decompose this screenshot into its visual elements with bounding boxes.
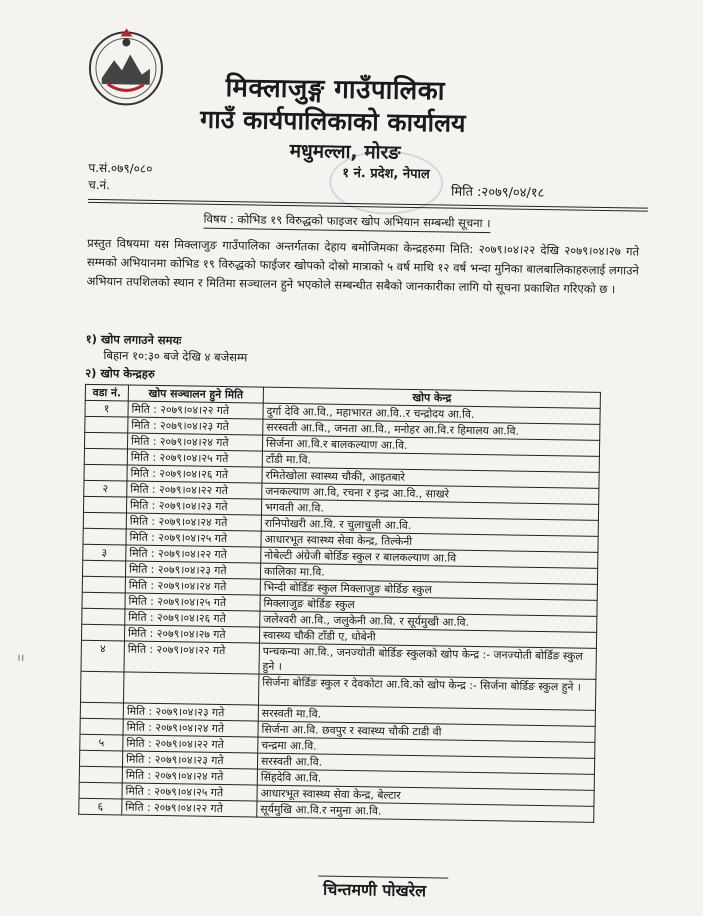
cell-center: पन्चकन्या आ.वि., जनज्योती बोर्डिङ स्कुलको खोप केन्द्र :- जनज्योती बोर्डिङ स्कुल हुने । (259, 643, 596, 679)
cell-center: सिंहदेवि आ.वि. (257, 769, 594, 790)
cell-date: मिति : २०७९।०४।२६ गते (127, 465, 262, 483)
cell-center: कालिका मा.वि. (260, 563, 597, 584)
cell-ward (80, 718, 123, 735)
cell-ward (81, 671, 124, 703)
cell-date: मिति : २०७९।०४।२३ गते (126, 497, 261, 515)
section-time-text: बिहान १०:३० बजे देखि ४ बजेसम्म (103, 348, 248, 365)
dispatch-number: च.नं. (88, 177, 111, 193)
cell-date: मिति : २०७९।०४।२३ गते (122, 751, 257, 769)
cell-center: भिन्दी बोर्डिङ स्कुल मिक्लाजुङ बोर्डिङ स्कुल (260, 579, 597, 600)
cell-ward: ६ (79, 798, 122, 815)
cell-date: मिति : २०७९।०४।२४ गते (123, 719, 258, 737)
cell-date: मिति : २०७९।०४।२७ गते (124, 625, 259, 643)
cell-date: मिति : २०७९।०४।२४ गते (125, 577, 260, 595)
office-province: १ नं. प्रदेश, नेपाल (342, 165, 430, 183)
cell-center: सिर्जना बोर्डिङ स्कुल र देवकोटा आ.वि.को खोप केन्द्र :- सिर्जना बोर्डिङ स्कुल हुने । (258, 674, 595, 710)
cell-ward (85, 416, 128, 433)
header-center: खोप केन्द्र (263, 387, 600, 408)
cell-center: रानिपोखरी आ.वि. र चुलाचुली आ.वि. (261, 515, 598, 536)
cell-ward (80, 702, 123, 719)
cell-date: मिति : २०७९।०४।२५ गते (125, 593, 260, 611)
cell-ward (83, 512, 126, 529)
office-location: मधुमल्ला, मोरङ (289, 140, 401, 164)
header-date: खोप सञ्चालन हुने मिति (128, 385, 263, 403)
cell-date: मिति : २०७९।०४।२२ गते (122, 799, 257, 817)
cell-center: आधारभूत स्वास्थ्य सेवा केन्द्र, तिल्केनी (261, 531, 598, 552)
margin-mark: ।। (16, 652, 25, 664)
cell-center: नोबेल्टी अंग्रेजी बोर्डिङ स्कुल र बालकल्याण आ.वि (261, 547, 598, 568)
office-name: मिक्लाजुङ्ग गाउँपालिका (225, 73, 446, 107)
cell-ward: ५ (80, 734, 123, 751)
cell-ward (84, 464, 127, 481)
cell-center: सिर्जना आ.वि. छवपुर र स्वास्थ्य चौकी टाडी वी (258, 721, 595, 742)
vaccination-schedule-table (78, 384, 601, 823)
cell-center: रमितेखोला स्वास्थ्य चौकी, आइतबारे (262, 467, 599, 488)
cell-center: सूर्यमुखि आ.वि.र नमुना आ.वि. (257, 801, 594, 822)
cell-center: मिक्लाजुङ बोर्डिङ स्कुल (260, 595, 597, 616)
cell-ward: २ (84, 480, 127, 497)
cell-ward (84, 448, 127, 465)
cell-ward (83, 496, 126, 513)
cell-date: मिति : २०७९।०४।२३ गते (123, 703, 258, 721)
cell-center: जलेश्वरी आ.वि., जलुकेनी आ.वि. र सूर्यमुखी आ.वि. (260, 611, 597, 632)
cell-center: दुर्गा देवि आ.वि., महाभारत आ.वि..र चन्द्रोदय आ.वि. (263, 403, 600, 424)
reference-number: प.सं.०७९/०८० (88, 160, 153, 176)
cell-date: मिति : २०७९।०४।२२ गते (124, 641, 259, 674)
cell-ward: १ (85, 400, 128, 417)
cell-date: मिति : २०७९।०४।२५ गते (126, 529, 261, 547)
cell-date: मिति : २०७९।०४।२२ गते (123, 735, 258, 753)
subject-line: विषय : कोभिड १९ विरुद्धको फाइजर खोप अभियान सम्बन्धी सूचना । (203, 212, 490, 234)
cell-center: सरस्वती आ.वि. (257, 753, 594, 774)
cell-ward (79, 750, 122, 767)
section-time-title: १) खोप लगाउने समयः (85, 331, 182, 348)
notice-body: प्रस्तुत विषयमा यस मिक्लाजुङ गाउँपालिका अन्तर्गतका देहाय बमोजिमका केन्द्रहरुमा मिति: २०७९।०४।२२ देखि २०७९।०४।२७ गते सम्मको अभियानमा कोभिड १९ विरुद्धको फाईजर खोपको दोस्रो मात्राको ५ वर्ष माथि १२ वर्ष भन्दा मुनिका बालबालिकाहरुलाई लगाउने अभियान तपशिलको स्थान र मितिमा सञ्चालन हुने भएकोले सम्बन्धीत सबैको जानकारीका लागि यो सूचना प्रकाशित गरिएको छ । (86, 235, 640, 297)
cell-date: मिति : २०७९।०४।२३ गते (128, 417, 263, 435)
issue-date: मिति :२०७९/०४/१८ (450, 184, 545, 202)
cell-center: सरस्वती मा.वि. (258, 705, 595, 726)
cell-date: मिति : २०७९।०४।२४ गते (126, 513, 261, 531)
cell-center: आधारभूत स्वास्थ्य सेवा केन्द्र, बेल्टार (257, 785, 594, 806)
cell-center: सरस्वती आ.वि., जनता आ.वि., मनोहर आ.वि.र हिमालय आ.वि. (263, 419, 600, 440)
cell-date: मिति : २०७९।०४।२४ गते (127, 433, 262, 451)
cell-date: मिति : २०७९।०४।२२ गते (128, 401, 263, 419)
cell-center: टाँडी मा.वि. (262, 451, 599, 472)
cell-date (123, 672, 258, 705)
header-ward: वडा नं. (85, 384, 128, 401)
cell-ward (82, 576, 125, 593)
office-subtitle: गाउँ कार्यपालिकाको कार्यालय (199, 104, 466, 138)
cell-date: मिति : २०७९।०४।२३ गते (125, 561, 260, 579)
cell-date: मिति : २०७९।०४।२५ गते (122, 783, 257, 801)
cell-center: भगवती आ.वि. (261, 499, 598, 520)
cell-ward (83, 528, 126, 545)
cell-center: सिर्जना आ.वि.र बालकल्याण आ.वि. (262, 435, 599, 456)
cell-ward: ३ (83, 544, 126, 561)
cell-ward (79, 782, 122, 799)
cell-date: मिति : २०७९।०४।२४ गते (122, 767, 257, 785)
cell-ward (81, 624, 124, 641)
cell-ward (79, 766, 122, 783)
cell-date: मिति : २०७९।०४।२५ गते (127, 449, 262, 467)
cell-ward (82, 560, 125, 577)
cell-ward (84, 432, 127, 449)
cell-date: मिति : २०७९।०४।२६ गते (125, 609, 260, 627)
cell-center: स्वास्थ्य चौकी टाँडी ए, धोबेनी (259, 627, 596, 648)
cell-center: चन्द्रमा आ.वि. (258, 737, 595, 758)
cell-center: जनकल्याण आ.वि, रचना र इन्द्र आ.वि., साखरे (262, 483, 599, 504)
section-centers-title: २) खोप केन्द्रहरु (85, 365, 155, 381)
cell-ward (82, 608, 125, 625)
signatory-name: चिन्तमणी पोखरेल (322, 879, 427, 901)
cell-ward: ४ (81, 640, 124, 672)
cell-ward (82, 592, 125, 609)
cell-date: मिति : २०७९।०४।२२ गते (126, 545, 261, 563)
nepal-emblem-icon (83, 24, 168, 109)
cell-date: मिति : २०७९।०४।२२ गते (127, 481, 262, 499)
